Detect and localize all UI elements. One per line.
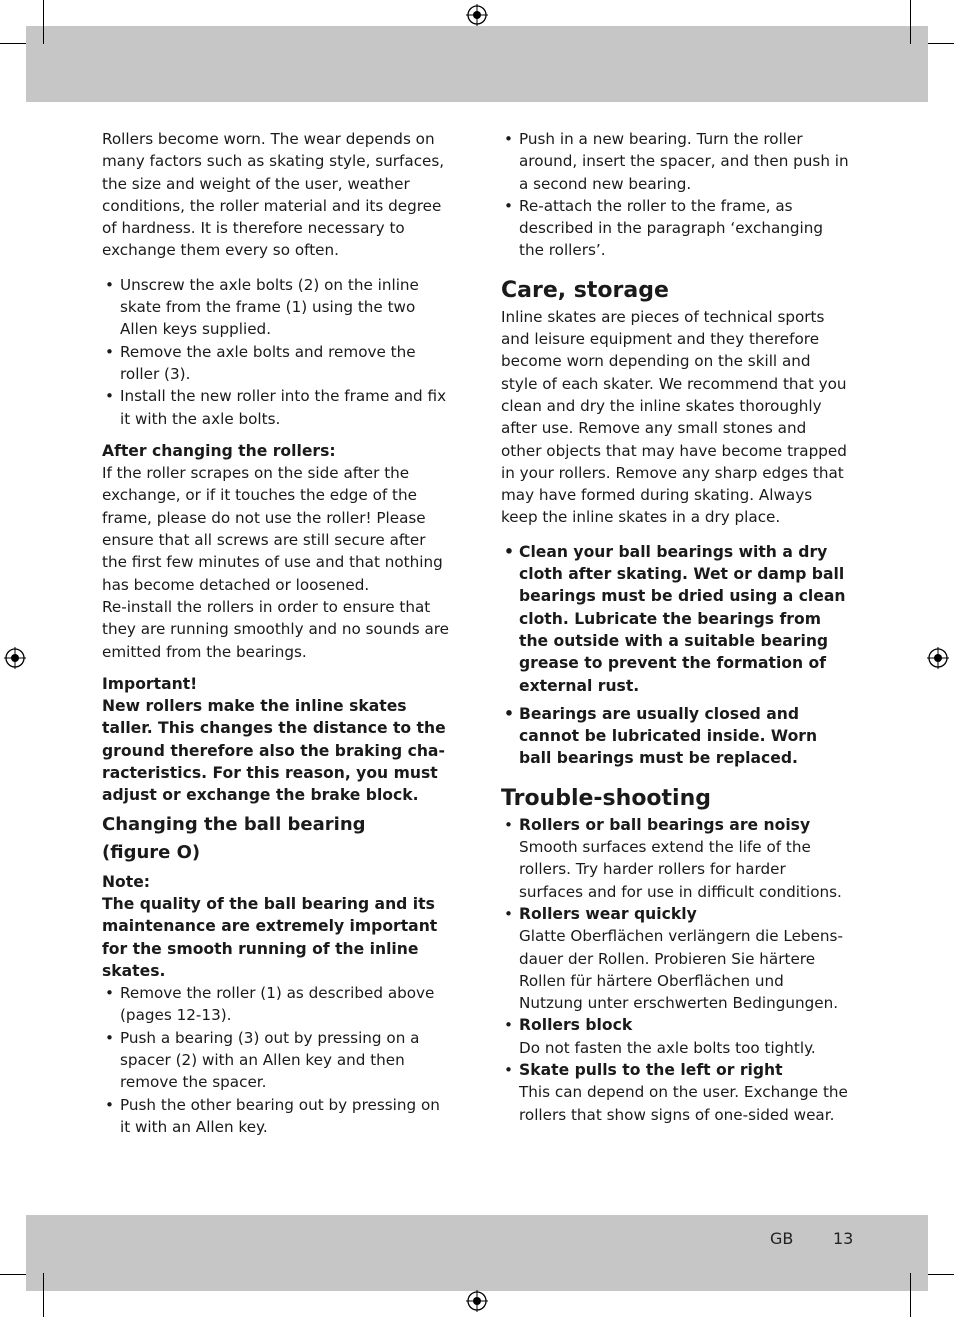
intro-paragraph: Rollers become worn. The wear depends on many factors such as skating style, surfaces, the size and weight of the user, weather conditions, the roller material and its degree of hardness. It is therefore necessary to exchange them every so often. [102,130,445,260]
important-text: New rollers make the inline skates taller. This changes the distance to the ground therefore also the braking cha-racteristics. For this reason, you must adjust or exchange the brake block. [102,697,446,805]
trouble-text: Glatte Oberflächen verlängern die Lebens-dauer der Rollen. Probieren Sie härtere Rollen für härtere Oberflächen und Nutzung unter erschwerten Bedingungen. [519,927,843,1013]
right-column [501,128,851,1126]
footer-language: GB [770,1229,794,1248]
trouble-text: Do not fasten the axle bolts too tightly. [519,1038,816,1057]
list-item [501,814,851,903]
care-bullets-list [501,541,851,770]
crop-mark [910,1273,911,1317]
list-item: • Bearings are usually closed and cannot be lubricated inside. Worn ball bearings must be replaced. [501,703,851,770]
crop-mark [43,1273,44,1317]
bearing-steps-list [102,982,454,1138]
care-storage-heading: Care, storage [501,277,669,303]
footer-band [26,1215,928,1291]
trouble-title: Rollers or ball bearings are noisy [519,815,811,834]
list-item: • Remove the roller (1) as described above (pages 12-13). [102,982,454,1027]
important-heading: Important! [102,674,198,693]
ball-bearing-heading [102,811,454,867]
list-item: • Remove the axle bolts and remove the roller (3). [102,341,454,386]
trouble-shooting-heading: Trouble-shooting [501,785,712,811]
list-item [501,903,851,1014]
roller-steps-list [102,274,454,430]
page-number: 13 [833,1229,854,1248]
list-item: • Push the other bearing out by pressing on it with an Allen key. [102,1094,454,1139]
reinstall-text: Re-install the rollers in order to ensure that they are running smoothly and no sounds are emitted from the bearings. [102,597,450,661]
note-heading: Note: [102,872,151,891]
care-paragraph: Inline skates are pieces of technical sports and leisure equipment and they therefore become worn depending on the skill and style of each skater. We recommend that you clean and dry the inline skates thoroughly after use. Remove any small stones and other objects that may have become trapped in your rollers. Remove any sharp edges that may have formed during skating. Always keep the inline skates in a dry place. [501,307,847,527]
list-item [501,1014,851,1059]
registration-mark-icon [926,646,950,670]
trouble-shooting-list [501,814,851,1126]
list-item: • Install the new roller into the frame and fix it with the axle bolts. [102,385,454,430]
list-item [501,1059,851,1126]
trouble-title: Skate pulls to the left or right [519,1060,783,1079]
left-column [102,128,454,1138]
trouble-text: Smooth surfaces extend the life of the rollers. Try harder rollers for harder surfaces and for use in difficult conditions. [519,838,842,901]
ball-bearing-heading-line-2: (figure O) [102,841,201,863]
registration-mark-icon [465,3,489,27]
list-item: • Unscrew the axle bolts (2) on the inline skate from the frame (1) using the two Allen keys supplied. [102,274,454,341]
note-text: The quality of the ball bearing and its maintenance are extremely important for the smooth running of the inline skates. [102,894,438,980]
trouble-text: This can depend on the user. Exchange the rollers that show signs of one-sided wear. [519,1083,848,1124]
list-item: • Re-attach the roller to the frame, as described in the paragraph ‘exchanging the rollers’. [501,195,851,262]
crop-mark [0,1274,26,1275]
registration-mark-icon [465,1289,489,1313]
crop-mark [928,1274,954,1275]
list-item: • Push in a new bearing. Turn the roller around, insert the spacer, and then push in a second new bearing. [501,128,851,195]
list-item: • Clean your ball bearings with a dry cloth after skating. Wet or damp ball bearings must be dried using a clean cloth. Lubricate the bearings from the outside with a suitable bearing grease to prevent the formation of external rust. [501,541,851,697]
trouble-title: Rollers block [519,1016,633,1035]
ball-bearing-heading-line-1: Changing the ball bearing [102,813,366,835]
bearing-steps-continued-list [501,128,851,262]
crop-mark [910,0,911,44]
crop-mark [43,0,44,44]
crop-mark [0,43,26,44]
after-changing-heading: After changing the rollers: [102,441,336,460]
crop-mark [928,43,954,44]
after-changing-text: If the roller scrapes on the side after the exchange, or if it touches the edge of the frame, please do not use the roller! Please ensure that all screws are still secure after the first few minutes of use and that nothing has become detached or loosened. [102,464,443,594]
header-band [26,26,928,102]
registration-mark-icon [3,646,27,670]
list-item: • Push a bearing (3) out by pressing on a spacer (2) with an Allen key and then remove the spacer. [102,1027,454,1094]
trouble-title: Rollers wear quickly [519,904,697,923]
